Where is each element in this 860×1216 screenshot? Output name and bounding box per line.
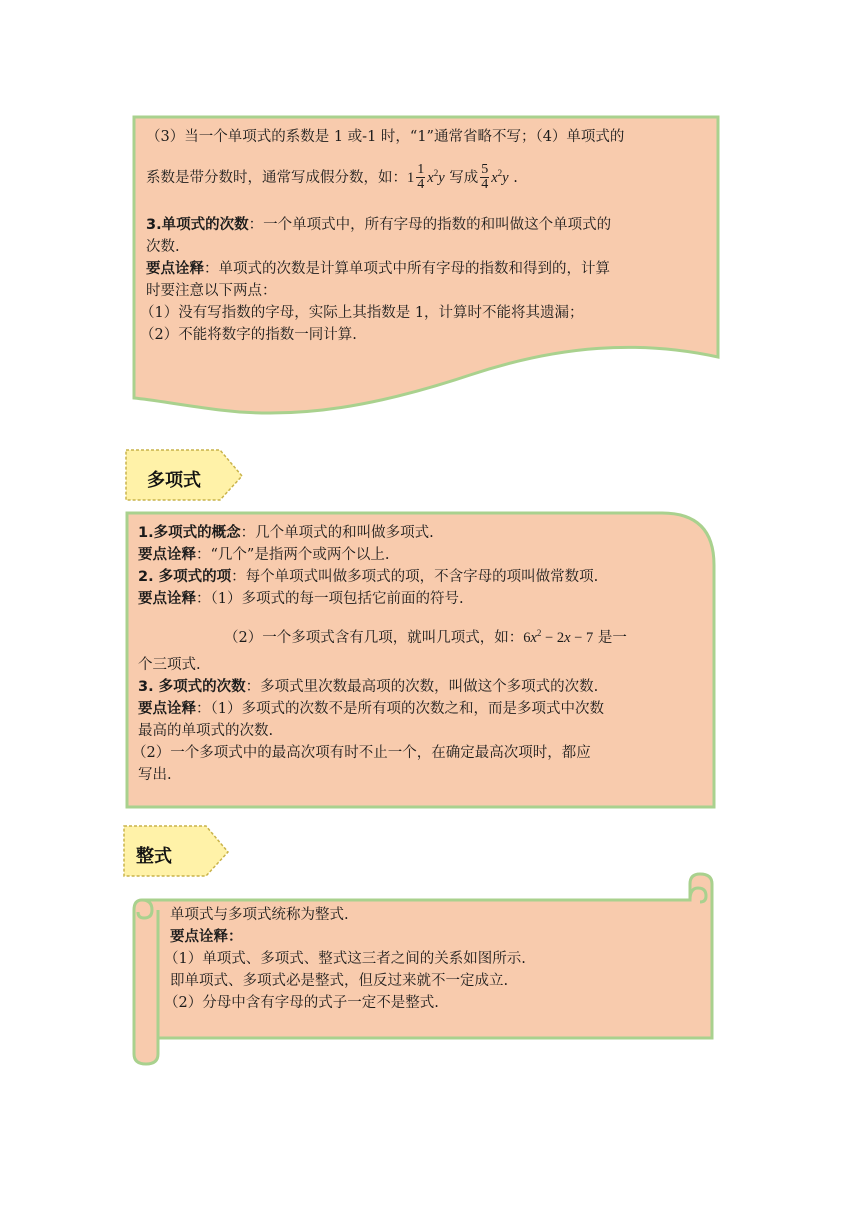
integral-point-2: （2）分母中含有字母的式子一定不是整式. [164,995,439,1011]
monomial-degree-def-cont: 次数. [146,239,180,255]
integral-note-title: 要点诠释： [170,929,243,945]
polynomial-note-4: （2）一个多项式中的最高次项有时不止一个，在确定最高次项时，都应 [132,745,591,761]
fraction-one-quarter: $\frac{1}{4}$ [417,162,425,193]
polynomial-note-3: 要点诠释：（1）多项式的次数不是所有项的次数之和，而是多项式中次数 [138,701,604,717]
monomial-coef-line: （3）当一个单项式的系数是 1 或-1 时，“1”通常省略不写；（4）单项式的 [146,129,625,145]
monomial-point-1: （1）没有写指数的字母，实际上其指数是 1，计算时不能将其遗漏； [140,305,584,321]
polynomial-note-4-cont: 写出. [138,767,172,783]
polynomial-concept: 1.多项式的概念：几个单项式的和叫做多项式. [138,525,434,541]
polynomial-note-2: 要点诠释：（1）多项式的每一项包括它前面的符号. [138,591,464,607]
integral-point-1-cont: 即单项式、多项式必是整式，但反过来就不一定成立. [170,973,509,989]
polynomial-degree-def: 3. 多项式的次数：多项式里次数最高项的次数，叫做这个多项式的次数. [138,679,599,695]
integral-definition: 单项式与多项式统称为整式. [170,907,349,923]
monomial-note-cont: 时要注意以下两点： [146,283,277,299]
polynomial-term-def: 2. 多项式的项：每个单项式叫做多项式的项，不含字母的项叫做常数项. [138,569,599,585]
polynomial-example-cont: 个三项式. [138,657,201,673]
polynomial-note-1: 要点诠释：“几个”是指两个或两个以上. [138,547,390,563]
monomial-note: 要点诠释：单项式的次数是计算单项式中所有字母的指数和得到的，计算 [146,261,610,277]
polynomial-note-3-cont: 最高的单项式的次数. [138,723,274,739]
section-tag-polynomial: 多项式 [147,470,201,491]
section-tag-integral: 整式 [136,846,172,867]
integral-point-1: （1）单项式、多项式、整式这三者之间的关系如图所示. [164,951,526,967]
fraction-five-quarters: $\frac{5}{4}$ [481,162,489,193]
monomial-point-2: （2）不能将数字的指数一同计算. [140,327,357,343]
monomial-degree-def: 3.单项式的次数：一个单项式中，所有字母的指数的和叫做这个单项式的 [146,217,612,233]
polynomial-example: （2）一个多项式含有几项，就叫几项式，如：$6x^2 - 2x - 7$ 是一 [224,628,627,646]
mixed-number-example: 系数是带分数时，通常写成假分数，如：1 $\frac{1}{4}$ $x^2y$ 写成 $\frac{5}{4}$ $x^2y$ . [146,162,518,193]
